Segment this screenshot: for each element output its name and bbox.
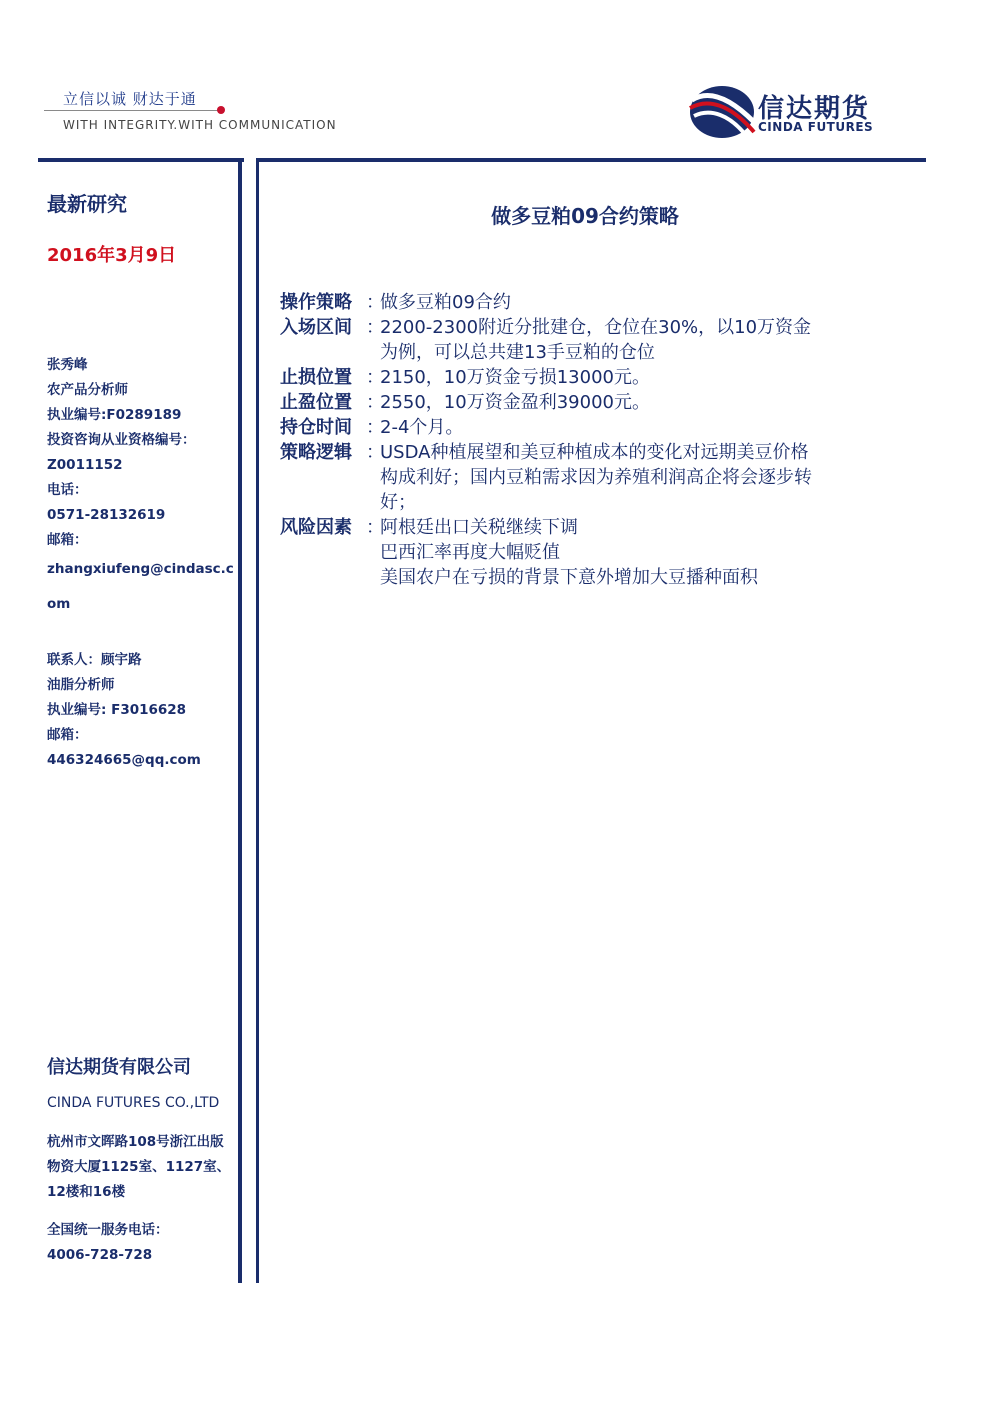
strategy-label: 持仓时间 [280,417,352,438]
slogan-divider [44,110,224,111]
hotline-number: 4006-728-728 [47,1247,153,1263]
strategy-value [380,515,870,590]
slogan-cn: 立信以诚 财达于通 [63,90,197,108]
contact-email-label: 邮箱： [47,727,88,743]
strategy-row-operation [280,290,870,315]
address-line: 物资大厦1125室、1127室、 [47,1159,231,1175]
report-title: 做多豆粕09合约策略 [491,204,679,228]
company-name-en: CINDA FUTURES CO.,LTD [47,1095,220,1111]
label-colon: ： [366,292,384,313]
column-divider-right [256,158,259,1283]
slogan-en: WITH INTEGRITY.WITH COMMUNICATION [63,118,337,132]
address-line: 杭州市文晖路108号浙江出版 [47,1134,224,1150]
contact-email: 446324665@qq.com [47,752,201,768]
value-line: 阿根廷出口关税继续下调 [380,517,578,538]
analyst-phone: 0571-28132619 [47,507,166,523]
strategy-label: 止损位置 [280,367,352,388]
contact-role: 油脂分析师 [47,677,115,693]
strategy-label: 入场区间 [280,317,352,338]
analyst-contact [47,648,237,773]
analyst-role: 农产品分析师 [47,382,128,398]
value-line: 为例，可以总共建13手豆粕的仓位 [380,342,655,363]
column-divider-left [238,158,242,1283]
report-date: 2016年3月9日 [47,245,177,266]
analyst-phone-label: 电话： [47,482,88,498]
strategy-label: 风险因素 [280,517,352,538]
value-line: 美国农户在亏损的背景下意外增加大豆播种面积 [380,567,758,588]
label-colon: ： [366,392,384,413]
analyst-primary [47,353,237,617]
label-colon: ： [366,367,384,388]
analyst-name: 张秀峰 [47,357,88,373]
contact-license: 执业编号: F3016628 [47,702,187,718]
value-line: USDA种植展望和美豆种植成本的变化对远期美豆价格 [380,442,809,463]
rule-left [38,158,244,162]
analyst-license: 执业编号:F0289189 [47,407,182,423]
strategy-row-logic [280,440,870,515]
rule-right [256,158,926,162]
strategy-value [380,290,870,315]
strategy-list [280,290,870,590]
strategy-value [380,390,870,415]
label-colon: ： [366,442,384,463]
strategy-value [380,415,870,440]
company-address [47,1130,237,1205]
logo-text-en: CINDA FUTURES [758,120,874,134]
value-line: 好； [380,492,416,513]
label-colon: ： [366,317,384,338]
address-line: 12楼和16楼 [47,1184,126,1200]
strategy-label: 策略逻辑 [280,442,352,463]
hotline-label: 全国统一服务电话： [47,1222,169,1238]
analyst-qualification-label: 投资咨询从业资格编号： [47,432,196,448]
value-line: 2200-2300附近分批建仓，仓位在30%，以10万资金 [380,317,812,338]
strategy-row-takeprofit [280,390,870,415]
value-line: 2-4个月。 [380,417,464,438]
value-line: 2550，10万资金盈利39000元。 [380,392,650,413]
analyst-email-cont: om [47,596,71,612]
label-colon: ： [366,517,384,538]
sidebar-section-title: 最新研究 [47,192,127,216]
value-line: 巴西汇率再度大幅贬值 [380,542,560,563]
hotline [47,1218,237,1268]
strategy-label: 止盈位置 [280,392,352,413]
slogan-dot [217,106,225,114]
strategy-row-entry [280,315,870,365]
analyst-email-label: 邮箱： [47,532,88,548]
analyst-qualification: Z0011152 [47,457,123,473]
strategy-row-stoploss [280,365,870,390]
company-name: 信达期货有限公司 [47,1057,191,1078]
company-logo [688,82,928,142]
value-line: 构成利好；国内豆粕需求因为养殖利润高企将会逐步转 [380,467,812,488]
strategy-label: 操作策略 [280,292,352,313]
strategy-value [380,315,870,365]
value-line: 2150，10万资金亏损13000元。 [380,367,650,388]
strategy-value [380,365,870,390]
strategy-row-holding [280,415,870,440]
cinda-swoosh-icon [688,82,758,142]
strategy-value [380,440,870,515]
value-line: 做多豆粕09合约 [380,292,511,313]
contact-name: 联系人：顾宇路 [47,652,142,668]
label-colon: ： [366,417,384,438]
strategy-row-risk [280,515,870,590]
logo-text-cn: 信达期货 [758,94,871,124]
analyst-email: zhangxiufeng@cindasc.c [47,561,234,577]
